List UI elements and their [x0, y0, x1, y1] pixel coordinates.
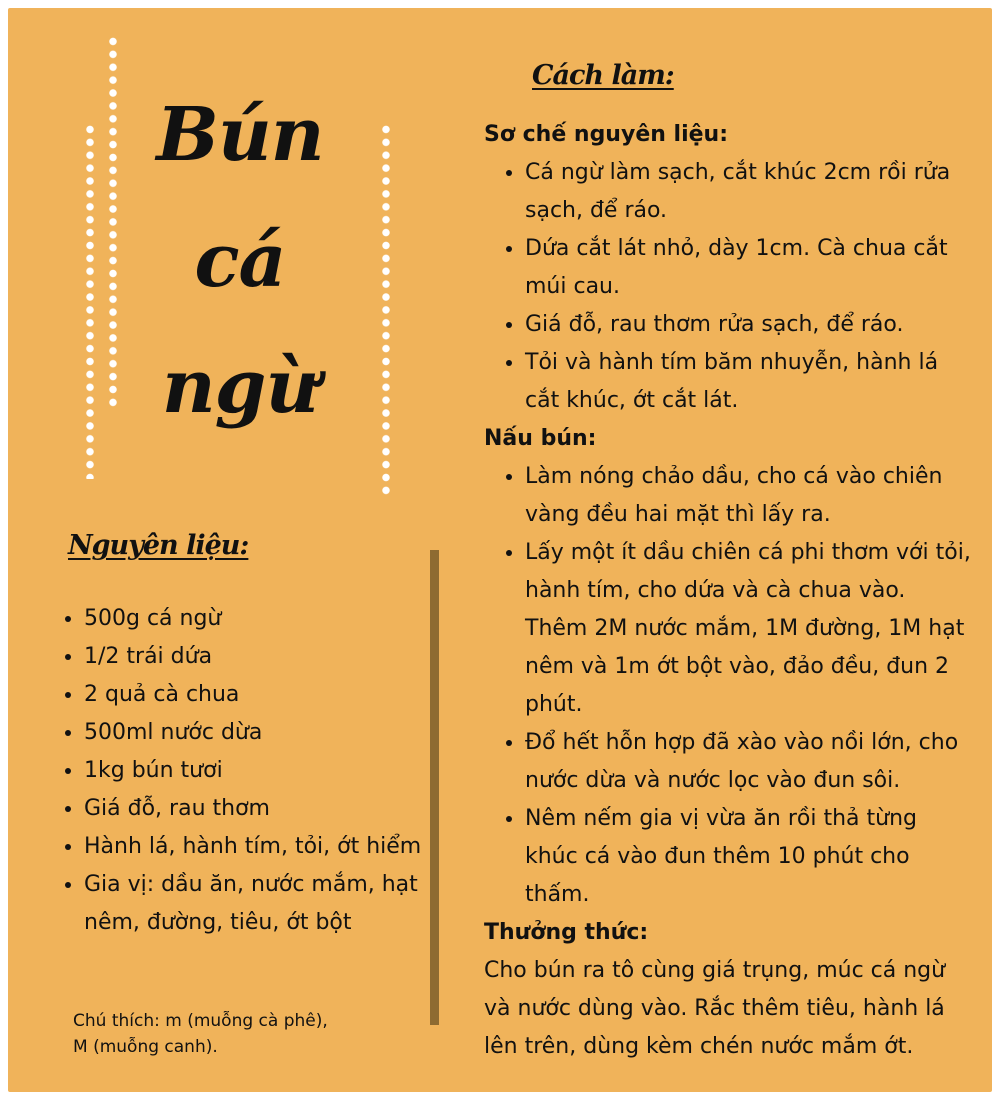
- decorative-dot-column: [109, 35, 117, 409]
- ingredient-item: • Giá đỗ, rau thơm: [84, 790, 434, 828]
- prep-title: Sơ chế nguyên liệu:: [484, 122, 729, 147]
- title-line: ngừ: [161, 344, 319, 430]
- note-line: Chú thích: m (muỗng cà phê),: [73, 1011, 328, 1031]
- prep-step: • Dứa cắt lát nhỏ, dày 1cm. Cà chua cắt múi cau.: [525, 230, 974, 306]
- cook-step: • Đổ hết hỗn hợp đã xào vào nồi lớn, cho nước dừa và nước lọc vào đun sôi.: [525, 724, 974, 800]
- unit-note: [73, 1008, 393, 1060]
- ingredients-list: [62, 600, 434, 942]
- method-section: [484, 116, 974, 1066]
- decorative-dot-column: [382, 123, 390, 497]
- note-line: M (muỗng canh).: [73, 1037, 218, 1057]
- serve-title: Thưởng thức:: [484, 920, 649, 945]
- decorative-dot-column: [86, 123, 94, 479]
- title-line: cá: [194, 218, 286, 304]
- ingredient-item: • 500g cá ngừ: [84, 600, 434, 638]
- recipe-title: [130, 72, 350, 450]
- ingredient-item: • Gia vị: dầu ăn, nước mắm, hạt nêm, đường, tiêu, ớt bột: [84, 866, 434, 942]
- ingredient-item: • Hành lá, hành tím, tỏi, ớt hiểm: [84, 828, 434, 866]
- method-heading: Cách làm:: [532, 60, 674, 91]
- ingredient-item: • 500ml nước dừa: [84, 714, 434, 752]
- cook-step: • Nêm nếm gia vị vừa ăn rồi thả từng khúc cá vào đun thêm 10 phút cho thấm.: [525, 800, 974, 914]
- cook-step: • Lấy một ít dầu chiên cá phi thơm với tỏi, hành tím, cho dứa và cà chua vào. Thêm 2M nước mắm, 1M đường, 1M hạt nêm và 1m ớt bột vào, đảo đều, đun 2 phút.: [525, 534, 974, 724]
- prep-step: • Tỏi và hành tím băm nhuyễn, hành lá cắt khúc, ớt cắt lát.: [525, 344, 974, 420]
- ingredient-item: • 1/2 trái dứa: [84, 638, 434, 676]
- cook-title: Nấu bún:: [484, 426, 597, 451]
- ingredient-item: • 2 quả cà chua: [84, 676, 434, 714]
- cook-step: • Làm nóng chảo dầu, cho cá vào chiên vàng đều hai mặt thì lấy ra.: [525, 458, 974, 534]
- ingredient-item: • 1kg bún tươi: [84, 752, 434, 790]
- title-line: Bún: [156, 92, 324, 178]
- vertical-divider: [430, 550, 439, 1025]
- ingredients-heading: Nguyên liệu:: [68, 530, 249, 561]
- serve-text: Cho bún ra tô cùng giá trụng, múc cá ngừ và nước dùng vào. Rắc thêm tiêu, hành lá lên trên, dùng kèm chén nước mắm ớt.: [484, 958, 946, 1059]
- cook-steps: [484, 458, 974, 914]
- prep-step: • Giá đỗ, rau thơm rửa sạch, để ráo.: [525, 306, 974, 344]
- prep-steps: [484, 154, 974, 420]
- prep-step: • Cá ngừ làm sạch, cắt khúc 2cm rồi rửa sạch, để ráo.: [525, 154, 974, 230]
